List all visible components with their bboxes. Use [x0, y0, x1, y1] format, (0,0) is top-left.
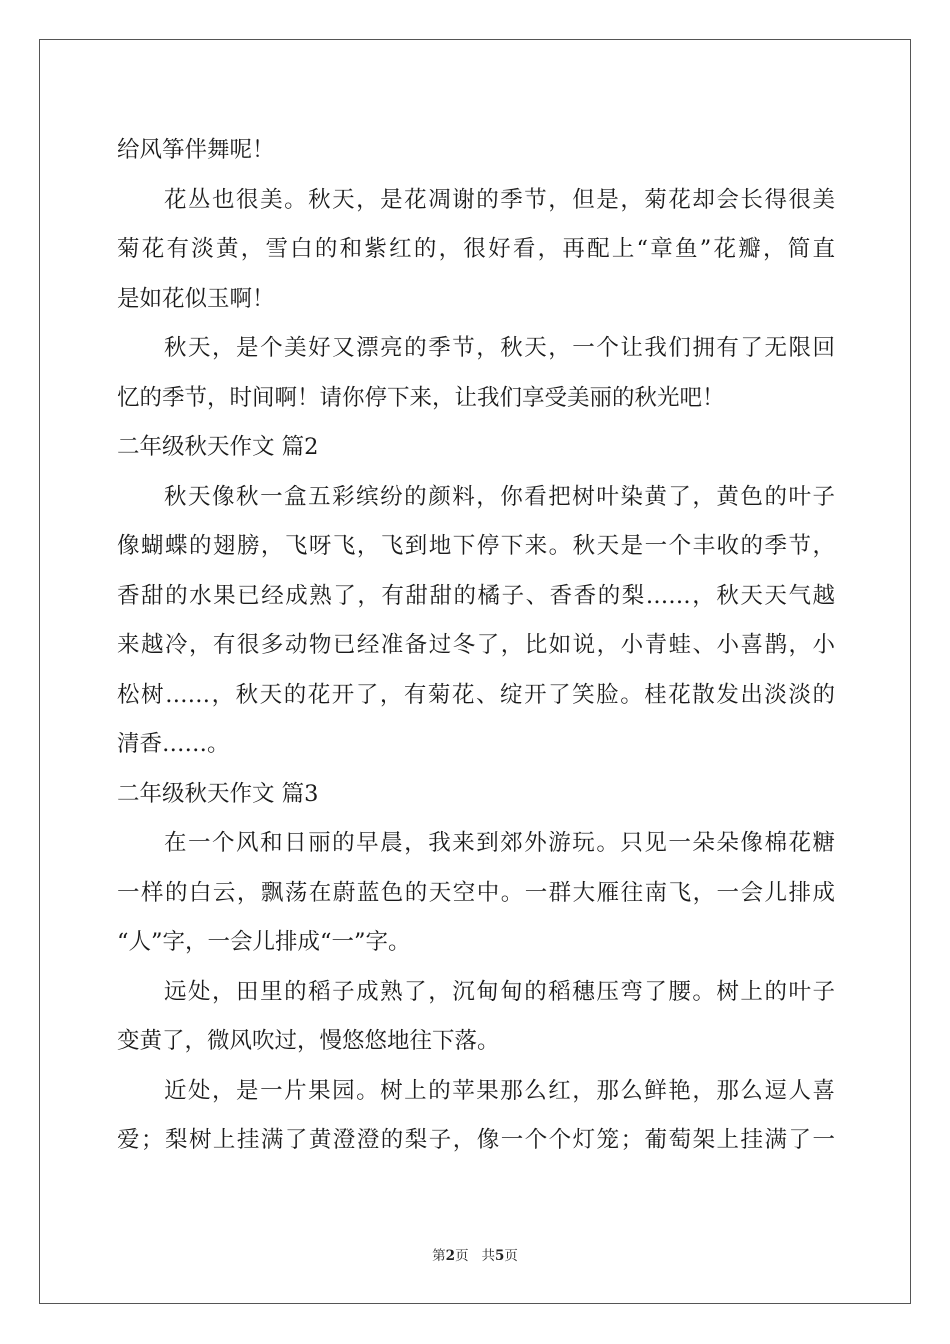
paragraph-line: “人”字，一会儿排成“一”字。 — [117, 929, 411, 955]
paragraph-line: 爱；梨树上挂满了黄澄澄的梨子，像一个个灯笼；葡萄架上挂满了一 — [117, 1127, 835, 1153]
paragraph-line: 一样的白云，飘荡在蔚蓝色的天空中。一群大雁往南飞，一会儿排成 — [117, 879, 835, 906]
paragraph-first-line: 秋天像秋一盒五彩缤纷的颜料，你看把树叶染黄了，黄色的叶子 — [164, 483, 835, 510]
paragraph-first-line: 远处，田里的稻子成熟了，沉甸甸的稻穗压弯了腰。树上的叶子 — [164, 978, 835, 1005]
page-suffix: 页 — [455, 1248, 469, 1264]
paragraph-first-line: 秋天，是个美好又漂亮的季节，秋天，一个让我们拥有了无限回 — [164, 335, 835, 361]
paragraph-line: 像蝴蝶的翅膀，飞呀飞，飞到地下停下来。秋天是一个丰收的季节， — [117, 533, 835, 559]
total-pages: 5 — [494, 1248, 505, 1264]
total-prefix: 共 — [481, 1248, 495, 1264]
paragraph-line: 是如花似玉啊！ — [117, 285, 275, 312]
paragraph-first-line: 花丛也很美。秋天，是花凋谢的季节，但是，菊花却会长得很美 — [164, 186, 835, 213]
paragraph-line: 松树……，秋天的花开了，有菊花、绽开了笑脸。桂花散发出淡淡的 — [117, 681, 835, 708]
paragraph-line: 忆的季节，时间啊！请你停下来，让我们享受美丽的秋光吧！ — [117, 384, 725, 411]
paragraph-line: 清香……。 — [117, 731, 230, 757]
paragraph-line: 香甜的水果已经成熟了，有甜甜的橘子、香香的梨……，秋天天气越 — [117, 582, 835, 609]
section-heading: 二年级秋天作文 篇3 — [117, 780, 319, 807]
paragraph-line: 给风筝伴舞呢！ — [117, 137, 275, 163]
paragraph-line: 菊花有淡黄，雪白的和紫红的，很好看，再配上“章鱼”花瓣，简直 — [117, 236, 835, 262]
paragraph-first-line: 近处，是一片果园。树上的苹果那么红，那么鲜艳，那么逗人喜 — [164, 1077, 835, 1104]
total-suffix: 页 — [504, 1248, 518, 1264]
section-heading: 二年级秋天作文 篇2 — [117, 434, 319, 460]
paragraph-first-line: 在一个风和日丽的早晨，我来到郊外游玩。只见一朵朵像棉花糖 — [164, 830, 835, 856]
page-footer — [0, 1244, 950, 1264]
page-prefix: 第 — [432, 1248, 446, 1264]
document-body — [117, 126, 835, 1166]
paragraph-line: 变黄了，微风吹过，慢悠悠地往下落。 — [117, 1028, 500, 1054]
page-number: 2 — [445, 1248, 456, 1264]
paragraph-line: 来越冷，有很多动物已经准备过冬了，比如说，小青蛙、小喜鹊，小 — [117, 632, 835, 658]
